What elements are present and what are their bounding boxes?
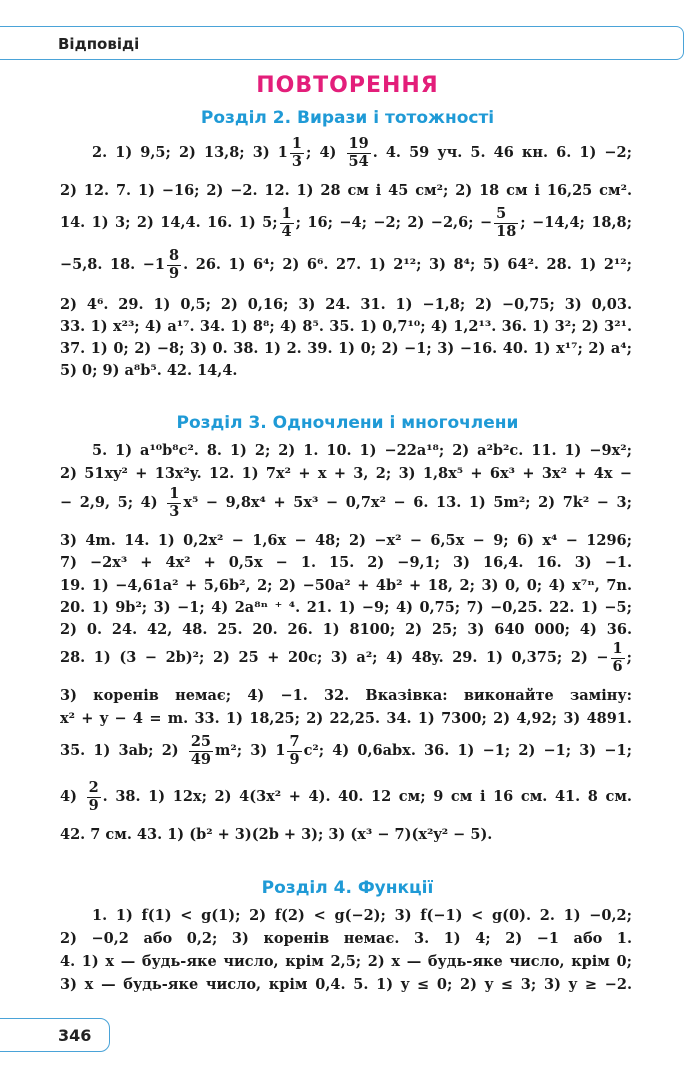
text-line: 3) коренів немає; 4) −1. 32. Вказівка: виконайте заміну:: [60, 687, 632, 704]
fraction: $\frac{7}{9}$: [289, 733, 300, 768]
text-line: 2. 1) 9,5; 2) 13,8; 3) 1 $\frac{1}{3}$ ; 4) $\frac{19}{54}$ . 4. 59 уч. 5. 46 кн. 6. 1) −2;: [92, 135, 632, 170]
text-line: 1. 1) f(1) < g(1); 2) f(2) < g(−2); 3) f(−1) < g(0). 2. 1) −0,2;: [92, 907, 632, 924]
text-line: 5. 1) a¹⁰b⁸c². 8. 1) 2; 2) 1. 10. 1) −22a¹⁸; 2) a²b²c. 11. 1) −9x²;: [92, 442, 632, 459]
fraction: $\frac{2}{9}$: [88, 779, 99, 814]
main-title: ПОВТОРЕННЯ: [256, 73, 439, 98]
fraction: $\frac{25}{49}$: [190, 733, 212, 768]
text-line: 3) 4m. 14. 1) 0,2x² − 1,6x − 48; 2) −x² − 6,5x − 9; 6) x⁴ − 1296;: [60, 532, 632, 549]
fraction: $\frac{8}{9}$: [169, 247, 180, 282]
text-line: −5,8. 18. −1 $\frac{8}{9}$ . 26. 1) 6⁴; 2) 6⁶. 27. 1) 2¹²; 3) 8⁴; 5) 64². 28. 1) 2¹²;: [60, 247, 632, 282]
text-line: 33. 1) x²³; 4) a¹⁷. 34. 1) 8⁸; 4) 8⁵. 35. 1) 0,7¹⁰; 4) 1,2¹³. 36. 1) 3²; 2) 3²¹.: [60, 318, 632, 335]
text-line: 2) 4⁶. 29. 1) 0,5; 2) 0,16; 3) 24. 31. 1) −1,8; 2) −0,75; 3) 0,03.: [60, 296, 632, 313]
fraction: $\frac{1}{3}$: [169, 485, 180, 520]
text-line: − 2,9, 5; 4) $\frac{1}{3}$ x⁵ − 9,8x⁴ + 5x³ − 0,7x² − 6. 13. 1) 5m²; 2) 7k² − 3;: [60, 485, 632, 520]
text-line: 14. 1) 3; 2) 14,4. 16. 1) 5; $\frac{1}{4}$ ; 16; −4; −2; 2) −2,6; − $\frac{5}{18}$ ; −14,4; 18,8;: [60, 205, 632, 240]
text-line: 2) −0,2 або 0,2; 3) коренів немає. 3. 1) 4; 2) −1 або 1.: [60, 930, 632, 947]
section3-title: Розділ 3. Одночлени і многочлени: [176, 413, 519, 433]
text-line: x² + y − 4 = m. 33. 1) 18,25; 2) 22,25. 34. 1) 7300; 2) 4,92; 3) 4891.: [60, 710, 632, 727]
fraction: $\frac{19}{54}$: [348, 135, 369, 170]
text-line: 42. 7 см. 43. 1) (b² + 3)(2b + 3); 3) (x³ − 7)(x²y² − 5).: [60, 826, 493, 843]
text-line: 2) 0. 24. 42, 48. 25. 20. 26. 1) 8100; 2) 25; 3) 640 000; 4) 36.: [60, 621, 632, 638]
section2-title: Розділ 2. Вирази і тотожності: [200, 108, 495, 128]
text-line: 5) 0; 9) a⁸b⁵. 42. 14,4.: [60, 362, 238, 379]
text-line: 2) 51xy² + 13x²y. 12. 1) 7x² + x + 3, 2; 3) 1,8x⁵ + 6x³ + 3x² + 4x −: [60, 465, 632, 482]
text-line: 35. 1) 3ab; 2) $\frac{25}{49}$ m²; 3) 1 $\frac{7}{9}$ c²; 4) 0,6abx. 36. 1) −1; 2) −1; 3) −1;: [60, 733, 632, 768]
page-number-frame: [0, 1018, 110, 1052]
page-number: 346: [58, 1026, 92, 1045]
section4-title: Розділ 4. Функції: [261, 878, 434, 898]
text-line: 37. 1) 0; 2) −8; 3) 0. 38. 1) 2. 39. 1) 0; 2) −1; 3) −16. 40. 1) x¹⁷; 2) a⁴;: [60, 340, 632, 357]
header-title: Відповіді: [58, 35, 140, 53]
text-line: 7) −2x³ + 4x² + 0,5x − 1. 15. 2) −9,1; 3) 16,4. 16. 3) −1.: [60, 554, 632, 571]
text-line: 19. 1) −4,61a² + 5,6b², 2; 2) −50a² + 4b² + 18, 2; 3) 0, 0; 4) x⁷ⁿ, 7n.: [60, 577, 632, 594]
text-line: 2) 12. 7. 1) −16; 2) −2. 12. 1) 28 см і 45 см²; 2) 18 см і 16,25 см².: [60, 182, 632, 199]
fraction: $\frac{5}{18}$: [496, 205, 517, 240]
text-line: 20. 1) 9b²; 3) −1; 4) 2a⁸ⁿ ⁺ ⁴. 21. 1) −9; 4) 0,75; 7) −0,25. 22. 1) −5;: [60, 599, 632, 616]
text-line: 3) x — будь-яке число, крім 0,4. 5. 1) y ≤ 0; 2) y ≤ 3; 3) y ≥ −2.: [60, 976, 632, 993]
text-line: 28. 1) (3 − 2b)²; 2) 25 + 20c; 3) a²; 4) 48y. 29. 1) 0,375; 2) − $\frac{1}{6}$ ;: [60, 640, 632, 675]
fraction: $\frac{1}{6}$: [612, 640, 623, 675]
fraction: $\frac{1}{4}$: [281, 205, 292, 240]
text-line: 4) $\frac{2}{9}$ . 38. 1) 12x; 2) 4(3x² + 4). 40. 12 см; 9 см і 16 см. 41. 8 см.: [60, 779, 632, 814]
text-line: 4. 1) x — будь-яке число, крім 2,5; 2) x — будь-яке число, крім 0;: [60, 953, 632, 970]
fraction: $\frac{1}{3}$: [291, 135, 302, 170]
